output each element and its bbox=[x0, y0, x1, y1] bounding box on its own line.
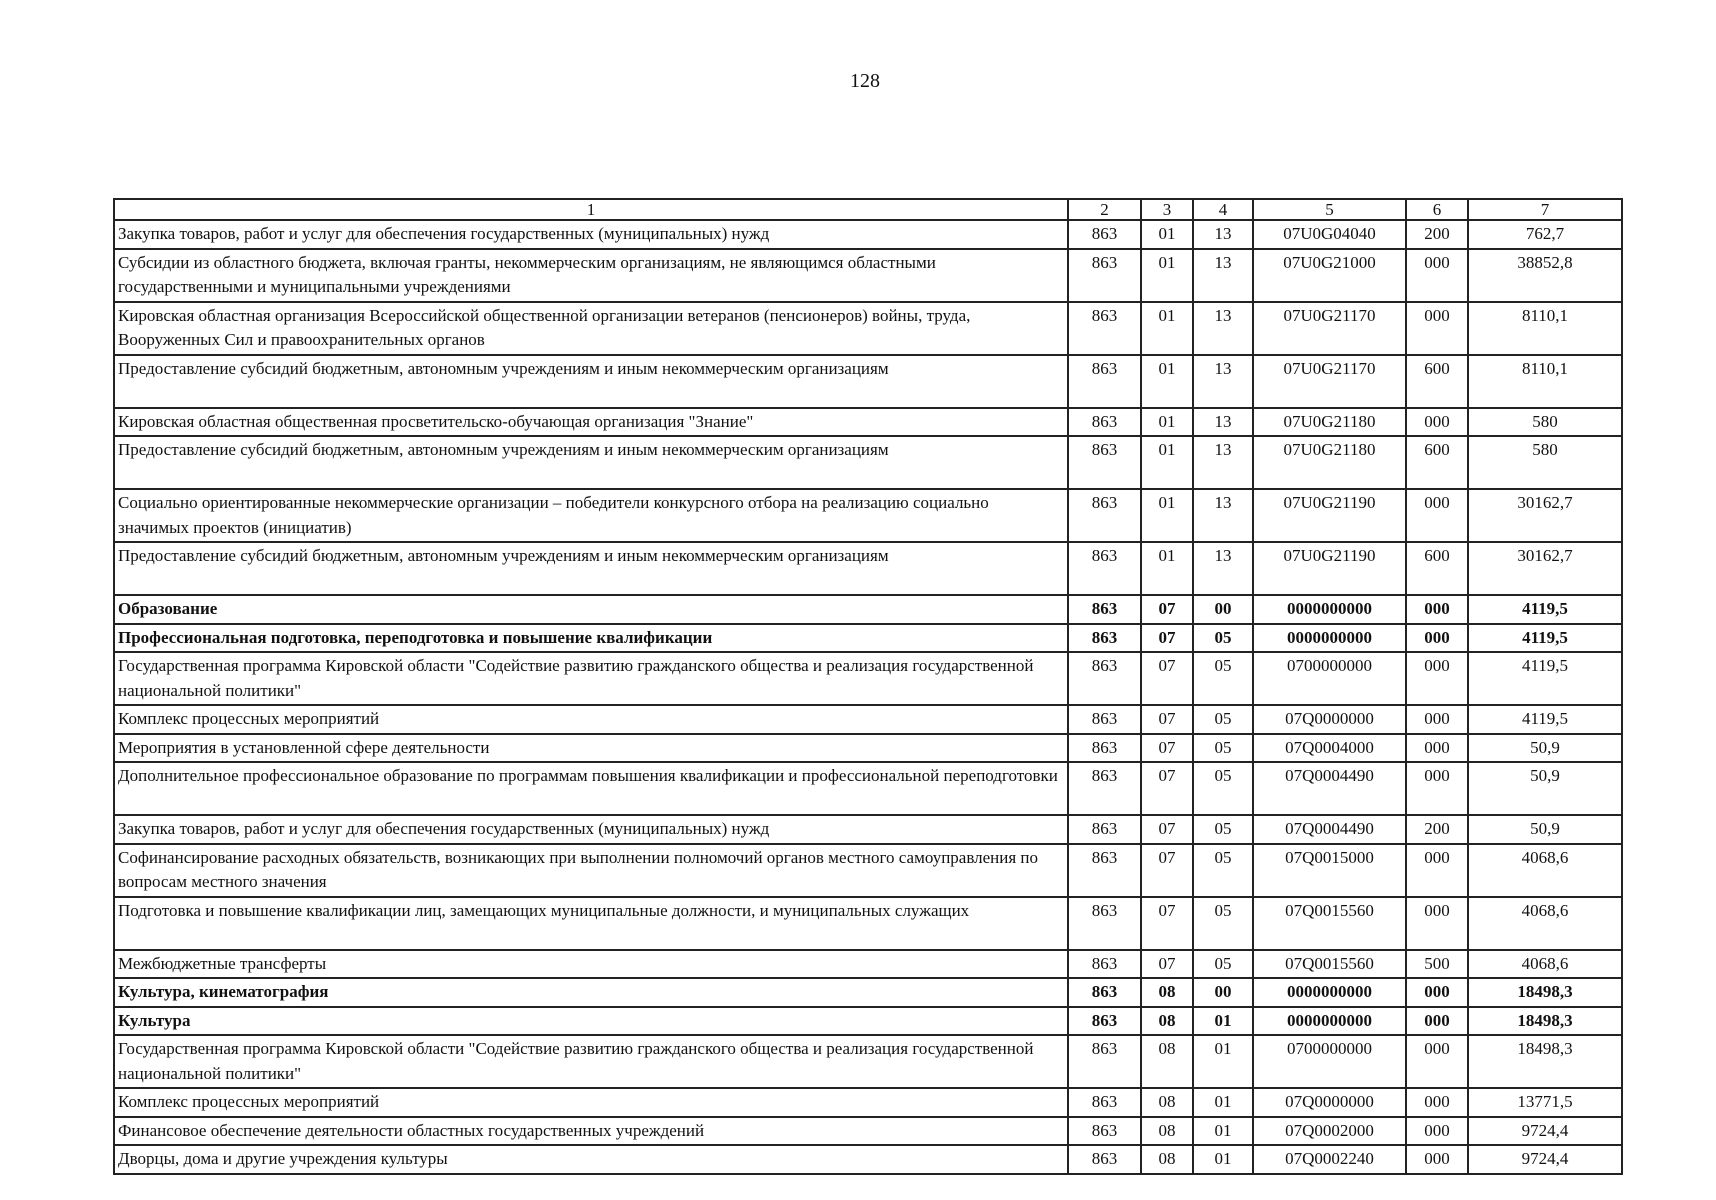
cell-amount: 9724,4 bbox=[1468, 1145, 1622, 1174]
cell-expense-type: 200 bbox=[1406, 815, 1468, 844]
cell-target-article: 07Q0004000 bbox=[1253, 734, 1406, 763]
header-cell: 6 bbox=[1406, 199, 1468, 220]
cell-section: 01 bbox=[1141, 408, 1193, 437]
budget-table bbox=[113, 198, 1623, 1175]
cell-expense-type: 000 bbox=[1406, 249, 1468, 302]
cell-subsection: 05 bbox=[1193, 844, 1253, 897]
cell-amount: 4119,5 bbox=[1468, 624, 1622, 653]
cell-name: Финансовое обеспечение деятельности областных государственных учреждений bbox=[114, 1117, 1068, 1146]
table-row bbox=[114, 652, 1622, 705]
cell-ministry: 863 bbox=[1068, 249, 1141, 302]
cell-section: 01 bbox=[1141, 489, 1193, 542]
cell-expense-type: 600 bbox=[1406, 436, 1468, 489]
cell-ministry: 863 bbox=[1068, 1145, 1141, 1174]
table-row bbox=[114, 220, 1622, 249]
cell-subsection: 05 bbox=[1193, 624, 1253, 653]
cell-name: Профессиональная подготовка, переподготовка и повышение квалификации bbox=[114, 624, 1068, 653]
cell-subsection: 05 bbox=[1193, 762, 1253, 815]
cell-ministry: 863 bbox=[1068, 436, 1141, 489]
cell-ministry: 863 bbox=[1068, 762, 1141, 815]
cell-name: Подготовка и повышение квалификации лиц, замещающих муниципальные должности, и муниципальных служащих bbox=[114, 897, 1068, 950]
cell-amount: 9724,4 bbox=[1468, 1117, 1622, 1146]
cell-section: 01 bbox=[1141, 436, 1193, 489]
cell-subsection: 13 bbox=[1193, 302, 1253, 355]
cell-ministry: 863 bbox=[1068, 1088, 1141, 1117]
cell-target-article: 07U0G21180 bbox=[1253, 408, 1406, 437]
cell-amount: 38852,8 bbox=[1468, 249, 1622, 302]
cell-amount: 18498,3 bbox=[1468, 1035, 1622, 1088]
table-row bbox=[114, 489, 1622, 542]
cell-subsection: 13 bbox=[1193, 220, 1253, 249]
cell-target-article: 07Q0015560 bbox=[1253, 950, 1406, 979]
cell-expense-type: 000 bbox=[1406, 705, 1468, 734]
cell-amount: 580 bbox=[1468, 408, 1622, 437]
cell-target-article: 07U0G21170 bbox=[1253, 355, 1406, 408]
cell-expense-type: 000 bbox=[1406, 734, 1468, 763]
cell-target-article: 0000000000 bbox=[1253, 1007, 1406, 1036]
cell-subsection: 05 bbox=[1193, 897, 1253, 950]
cell-subsection: 13 bbox=[1193, 489, 1253, 542]
cell-expense-type: 000 bbox=[1406, 1035, 1468, 1088]
cell-subsection: 00 bbox=[1193, 595, 1253, 624]
table-row bbox=[114, 542, 1622, 595]
cell-name: Культура bbox=[114, 1007, 1068, 1036]
cell-section: 01 bbox=[1141, 249, 1193, 302]
cell-section: 07 bbox=[1141, 624, 1193, 653]
cell-expense-type: 000 bbox=[1406, 652, 1468, 705]
cell-target-article: 0000000000 bbox=[1253, 624, 1406, 653]
cell-ministry: 863 bbox=[1068, 978, 1141, 1007]
cell-target-article: 07Q0000000 bbox=[1253, 1088, 1406, 1117]
cell-subsection: 05 bbox=[1193, 815, 1253, 844]
cell-section: 07 bbox=[1141, 844, 1193, 897]
cell-expense-type: 000 bbox=[1406, 1088, 1468, 1117]
cell-subsection: 13 bbox=[1193, 355, 1253, 408]
table-row bbox=[114, 734, 1622, 763]
cell-expense-type: 000 bbox=[1406, 1145, 1468, 1174]
cell-target-article: 07Q0004490 bbox=[1253, 815, 1406, 844]
cell-section: 01 bbox=[1141, 355, 1193, 408]
cell-amount: 50,9 bbox=[1468, 815, 1622, 844]
table-row bbox=[114, 624, 1622, 653]
table-row bbox=[114, 815, 1622, 844]
cell-amount: 8110,1 bbox=[1468, 302, 1622, 355]
cell-target-article: 07U0G21190 bbox=[1253, 542, 1406, 595]
cell-target-article: 07U0G21170 bbox=[1253, 302, 1406, 355]
cell-expense-type: 000 bbox=[1406, 844, 1468, 897]
header-cell: 2 bbox=[1068, 199, 1141, 220]
header-cell: 1 bbox=[114, 199, 1068, 220]
cell-target-article: 07U0G21190 bbox=[1253, 489, 1406, 542]
cell-name: Предоставление субсидий бюджетным, автономным учреждениям и иным некоммерческим организациям bbox=[114, 542, 1068, 595]
cell-amount: 13771,5 bbox=[1468, 1088, 1622, 1117]
cell-name: Субсидии из областного бюджета, включая гранты, некоммерческим организациям, не являющимся областными государственными и муниципальными учреждениями bbox=[114, 249, 1068, 302]
page-number: 128 bbox=[850, 70, 880, 92]
cell-name: Софинансирование расходных обязательств, возникающих при выполнении полномочий органов местного самоуправления по вопросам местного значения bbox=[114, 844, 1068, 897]
cell-section: 08 bbox=[1141, 1117, 1193, 1146]
cell-section: 07 bbox=[1141, 734, 1193, 763]
table-row bbox=[114, 249, 1622, 302]
cell-section: 01 bbox=[1141, 302, 1193, 355]
cell-target-article: 07U0G21000 bbox=[1253, 249, 1406, 302]
cell-ministry: 863 bbox=[1068, 1117, 1141, 1146]
cell-ministry: 863 bbox=[1068, 408, 1141, 437]
cell-section: 01 bbox=[1141, 220, 1193, 249]
cell-ministry: 863 bbox=[1068, 652, 1141, 705]
cell-expense-type: 200 bbox=[1406, 220, 1468, 249]
cell-subsection: 01 bbox=[1193, 1145, 1253, 1174]
cell-name: Кировская областная организация Всероссийской общественной организации ветеранов (пенсионеров) войны, труда, Вооруженных Сил и правоохранительных органов bbox=[114, 302, 1068, 355]
cell-amount: 580 bbox=[1468, 436, 1622, 489]
cell-amount: 4068,6 bbox=[1468, 950, 1622, 979]
cell-subsection: 05 bbox=[1193, 950, 1253, 979]
cell-target-article: 07U0G21180 bbox=[1253, 436, 1406, 489]
table-row bbox=[114, 302, 1622, 355]
cell-expense-type: 000 bbox=[1406, 489, 1468, 542]
cell-expense-type: 000 bbox=[1406, 897, 1468, 950]
cell-ministry: 863 bbox=[1068, 1035, 1141, 1088]
cell-subsection: 13 bbox=[1193, 408, 1253, 437]
cell-name: Кировская областная общественная просветительско-обучающая организация "Знание" bbox=[114, 408, 1068, 437]
table-row bbox=[114, 978, 1622, 1007]
cell-target-article: 07Q0015000 bbox=[1253, 844, 1406, 897]
cell-target-article: 07Q0000000 bbox=[1253, 705, 1406, 734]
cell-amount: 4119,5 bbox=[1468, 595, 1622, 624]
cell-section: 08 bbox=[1141, 1007, 1193, 1036]
cell-section: 08 bbox=[1141, 978, 1193, 1007]
cell-section: 01 bbox=[1141, 542, 1193, 595]
cell-section: 08 bbox=[1141, 1088, 1193, 1117]
cell-expense-type: 000 bbox=[1406, 762, 1468, 815]
table-row bbox=[114, 595, 1622, 624]
cell-target-article: 0700000000 bbox=[1253, 652, 1406, 705]
cell-name: Предоставление субсидий бюджетным, автономным учреждениям и иным некоммерческим организациям bbox=[114, 436, 1068, 489]
cell-amount: 762,7 bbox=[1468, 220, 1622, 249]
cell-section: 07 bbox=[1141, 762, 1193, 815]
cell-expense-type: 000 bbox=[1406, 1117, 1468, 1146]
cell-subsection: 13 bbox=[1193, 436, 1253, 489]
cell-section: 07 bbox=[1141, 950, 1193, 979]
cell-target-article: 0000000000 bbox=[1253, 595, 1406, 624]
cell-amount: 18498,3 bbox=[1468, 1007, 1622, 1036]
cell-expense-type: 000 bbox=[1406, 624, 1468, 653]
cell-name: Предоставление субсидий бюджетным, автономным учреждениям и иным некоммерческим организациям bbox=[114, 355, 1068, 408]
cell-expense-type: 600 bbox=[1406, 355, 1468, 408]
cell-amount: 50,9 bbox=[1468, 734, 1622, 763]
cell-subsection: 01 bbox=[1193, 1088, 1253, 1117]
cell-target-article: 07Q0002000 bbox=[1253, 1117, 1406, 1146]
header-cell: 3 bbox=[1141, 199, 1193, 220]
table-row bbox=[114, 762, 1622, 815]
cell-name: Закупка товаров, работ и услуг для обеспечения государственных (муниципальных) нужд bbox=[114, 220, 1068, 249]
table-row bbox=[114, 408, 1622, 437]
cell-name: Комплекс процессных мероприятий bbox=[114, 705, 1068, 734]
cell-amount: 30162,7 bbox=[1468, 542, 1622, 595]
cell-target-article: 0700000000 bbox=[1253, 1035, 1406, 1088]
cell-amount: 4119,5 bbox=[1468, 705, 1622, 734]
cell-subsection: 13 bbox=[1193, 249, 1253, 302]
cell-ministry: 863 bbox=[1068, 1007, 1141, 1036]
cell-name: Культура, кинематография bbox=[114, 978, 1068, 1007]
cell-ministry: 863 bbox=[1068, 220, 1141, 249]
cell-amount: 30162,7 bbox=[1468, 489, 1622, 542]
cell-ministry: 863 bbox=[1068, 542, 1141, 595]
cell-target-article: 07Q0015560 bbox=[1253, 897, 1406, 950]
cell-amount: 8110,1 bbox=[1468, 355, 1622, 408]
cell-name: Социально ориентированные некоммерческие организации – победители конкурсного отбора на реализацию социально значимых проектов (инициатив) bbox=[114, 489, 1068, 542]
cell-subsection: 00 bbox=[1193, 978, 1253, 1007]
cell-expense-type: 500 bbox=[1406, 950, 1468, 979]
cell-target-article: 07Q0004490 bbox=[1253, 762, 1406, 815]
table-row bbox=[114, 705, 1622, 734]
cell-subsection: 05 bbox=[1193, 705, 1253, 734]
cell-expense-type: 000 bbox=[1406, 595, 1468, 624]
cell-ministry: 863 bbox=[1068, 302, 1141, 355]
table-row bbox=[114, 950, 1622, 979]
cell-subsection: 01 bbox=[1193, 1007, 1253, 1036]
header-cell: 5 bbox=[1253, 199, 1406, 220]
cell-expense-type: 600 bbox=[1406, 542, 1468, 595]
cell-name: Государственная программа Кировской области "Содействие развитию гражданского общества и реализация государственной национальной политики" bbox=[114, 652, 1068, 705]
cell-subsection: 01 bbox=[1193, 1117, 1253, 1146]
cell-amount: 18498,3 bbox=[1468, 978, 1622, 1007]
cell-ministry: 863 bbox=[1068, 950, 1141, 979]
cell-expense-type: 000 bbox=[1406, 1007, 1468, 1036]
cell-ministry: 863 bbox=[1068, 844, 1141, 897]
table-row bbox=[114, 1145, 1622, 1174]
table-row bbox=[114, 897, 1622, 950]
cell-subsection: 05 bbox=[1193, 734, 1253, 763]
cell-ministry: 863 bbox=[1068, 355, 1141, 408]
cell-subsection: 13 bbox=[1193, 542, 1253, 595]
cell-section: 07 bbox=[1141, 815, 1193, 844]
cell-amount: 4068,6 bbox=[1468, 897, 1622, 950]
cell-section: 07 bbox=[1141, 705, 1193, 734]
table-row bbox=[114, 1007, 1622, 1036]
cell-name: Мероприятия в установленной сфере деятельности bbox=[114, 734, 1068, 763]
cell-ministry: 863 bbox=[1068, 595, 1141, 624]
cell-name: Дворцы, дома и другие учреждения культуры bbox=[114, 1145, 1068, 1174]
cell-section: 07 bbox=[1141, 897, 1193, 950]
cell-amount: 4119,5 bbox=[1468, 652, 1622, 705]
cell-name: Комплекс процессных мероприятий bbox=[114, 1088, 1068, 1117]
cell-name: Образование bbox=[114, 595, 1068, 624]
cell-expense-type: 000 bbox=[1406, 978, 1468, 1007]
cell-section: 07 bbox=[1141, 652, 1193, 705]
cell-name: Межбюджетные трансферты bbox=[114, 950, 1068, 979]
cell-ministry: 863 bbox=[1068, 624, 1141, 653]
cell-ministry: 863 bbox=[1068, 705, 1141, 734]
cell-section: 08 bbox=[1141, 1145, 1193, 1174]
table-row bbox=[114, 844, 1622, 897]
cell-expense-type: 000 bbox=[1406, 408, 1468, 437]
cell-amount: 50,9 bbox=[1468, 762, 1622, 815]
header-cell: 7 bbox=[1468, 199, 1622, 220]
cell-name: Дополнительное профессиональное образование по программам повышения квалификации и профессиональной переподготовки bbox=[114, 762, 1068, 815]
table-row bbox=[114, 1088, 1622, 1117]
table-row bbox=[114, 355, 1622, 408]
cell-amount: 4068,6 bbox=[1468, 844, 1622, 897]
cell-subsection: 05 bbox=[1193, 652, 1253, 705]
cell-ministry: 863 bbox=[1068, 734, 1141, 763]
cell-name: Закупка товаров, работ и услуг для обеспечения государственных (муниципальных) нужд bbox=[114, 815, 1068, 844]
table-header-row bbox=[114, 199, 1622, 220]
cell-section: 07 bbox=[1141, 595, 1193, 624]
cell-ministry: 863 bbox=[1068, 489, 1141, 542]
table-row bbox=[114, 1035, 1622, 1088]
cell-target-article: 0000000000 bbox=[1253, 978, 1406, 1007]
cell-name: Государственная программа Кировской области "Содействие развитию гражданского общества и реализация государственной национальной политики" bbox=[114, 1035, 1068, 1088]
cell-expense-type: 000 bbox=[1406, 302, 1468, 355]
header-cell: 4 bbox=[1193, 199, 1253, 220]
cell-subsection: 01 bbox=[1193, 1035, 1253, 1088]
table-row bbox=[114, 436, 1622, 489]
table-row bbox=[114, 1117, 1622, 1146]
cell-target-article: 07U0G04040 bbox=[1253, 220, 1406, 249]
cell-ministry: 863 bbox=[1068, 897, 1141, 950]
cell-ministry: 863 bbox=[1068, 815, 1141, 844]
cell-section: 08 bbox=[1141, 1035, 1193, 1088]
cell-target-article: 07Q0002240 bbox=[1253, 1145, 1406, 1174]
